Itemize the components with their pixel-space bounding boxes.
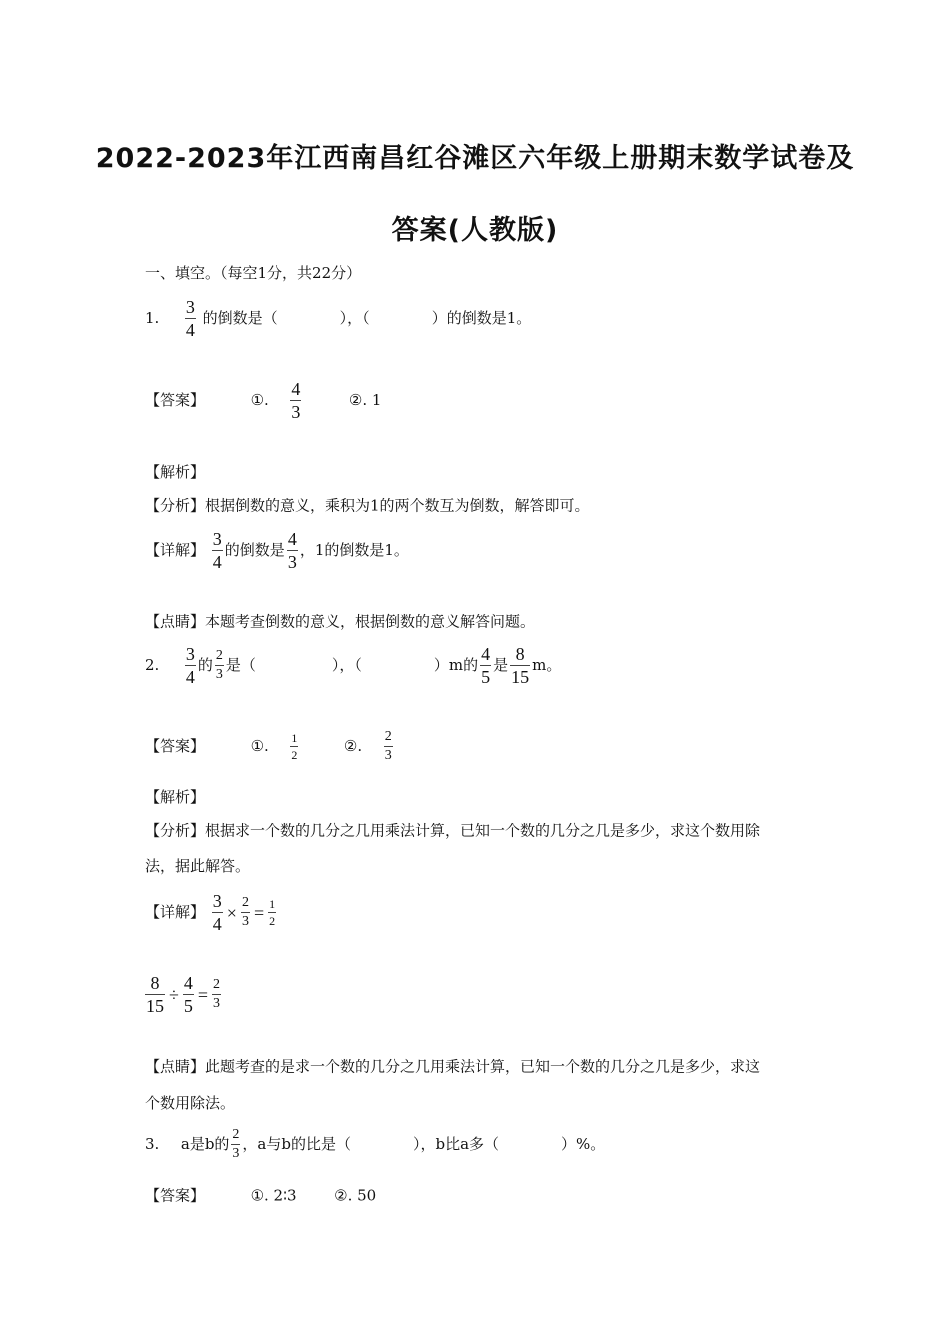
analysis-fenxi-cont: 法，据此解答。 <box>145 857 251 875</box>
question-text: ）的倒数是1。 <box>431 309 532 327</box>
dianjing-row: 【点睛】本题考查倒数的意义，根据倒数的意义解答问题。 <box>145 612 536 631</box>
fraction: $\frac{2}{3}$ <box>241 895 249 929</box>
answer-value: ①. 2∶3 <box>250 1186 297 1205</box>
question-2: 2. $\frac{3}{4}$ 的 $\frac{2}{3}$ 是（ ），（ ）m的 $\frac{4}{5}$ 是 $\frac{8}{15}$ m。 <box>145 644 562 687</box>
answer-fraction: $\frac{1}{2}$ <box>291 731 298 762</box>
fraction: $\frac{3}{4}$ <box>212 529 222 572</box>
question-number: 3. <box>145 1135 160 1153</box>
fraction: $\frac{4}{5}$ <box>183 973 193 1016</box>
detail-row <box>145 892 278 933</box>
question-3: 3. a是b的 $\frac{2}{3}$ ，a与b的比是（ ），b比a多（ ）%。 <box>145 1127 606 1161</box>
fraction: $\frac{4}{5}$ <box>481 644 491 687</box>
answer-row <box>145 730 395 763</box>
answer-label: 【答案】 <box>145 391 206 409</box>
analysis-fenxi: 【分析】根据倒数的意义，乘积为1的两个数互为倒数，解答即可。 <box>145 496 590 515</box>
fraction: $\frac{4}{3}$ <box>287 529 297 572</box>
answer-label: 【答案】 <box>145 737 206 755</box>
fraction: $\frac{3}{4}$ <box>185 297 195 340</box>
answer-fraction: $\frac{4}{3}$ <box>291 379 301 422</box>
dianjing-cont: 个数用除法。 <box>145 1094 236 1112</box>
fraction: $\frac{2}{3}$ <box>215 648 223 682</box>
doc-title-line2: 答案(人教版) <box>391 215 559 246</box>
answer-marker: ②. <box>343 737 363 755</box>
analysis-label: 【解析】 <box>145 463 206 481</box>
multiply-sign: × <box>226 902 237 923</box>
equals-sign: = <box>253 902 265 923</box>
detail-row: 【详解】 $\frac{3}{4}$ 的倒数是 $\frac{4}{3}$ ，1的倒数是1。 <box>145 529 409 572</box>
detail-row-2 <box>145 974 223 1015</box>
question-text: ），（ <box>339 309 370 327</box>
answer-value: ②. 1 <box>348 391 382 409</box>
answer-marker: ①. <box>250 737 269 755</box>
fraction: $\frac{3}{4}$ <box>212 891 222 934</box>
question-number: 2. <box>145 656 160 674</box>
fraction: $\frac{3}{4}$ <box>185 644 195 687</box>
fraction: $\frac{2}{3}$ <box>213 977 221 1011</box>
detail-label: 【详解】 <box>145 903 206 921</box>
fraction: $\frac{1}{2}$ <box>269 897 276 928</box>
answer-label: 【答案】 <box>145 1186 206 1205</box>
section-heading: 一、填空。（每空1分，共22分） <box>145 264 362 282</box>
answer-fraction: $\frac{2}{3}$ <box>384 729 392 763</box>
dianjing-row: 【点睛】此题考查的是求一个数的几分之几用乘法计算，已知一个数的几分之几是多少，求这 <box>145 1057 761 1076</box>
answer-value: ②. 50 <box>334 1186 377 1205</box>
analysis-fenxi: 【分析】根据求一个数的几分之几用乘法计算，已知一个数的几分之几是多少，求这个数用除 <box>145 821 761 840</box>
detail-label: 【详解】 <box>145 541 206 559</box>
fraction: $\frac{2}{3}$ <box>232 1127 240 1161</box>
divide-sign: ÷ <box>169 984 179 1005</box>
doc-title-line1: 2022-2023年江西南昌红谷滩区六年级上册期末数学试卷及 <box>95 143 855 174</box>
analysis-label: 【解析】 <box>145 788 206 806</box>
question-text: 的倒数是（ <box>202 309 278 327</box>
answer-row <box>145 380 381 421</box>
answer-marker: ①. <box>250 391 269 409</box>
equals-sign: = <box>197 984 209 1005</box>
question-number: 1. <box>145 309 160 327</box>
fraction: $\frac{8}{15}$ <box>511 644 530 687</box>
answer-row <box>145 1188 376 1204</box>
fraction: $\frac{8}{15}$ <box>146 973 164 1016</box>
question-1 <box>145 298 531 339</box>
